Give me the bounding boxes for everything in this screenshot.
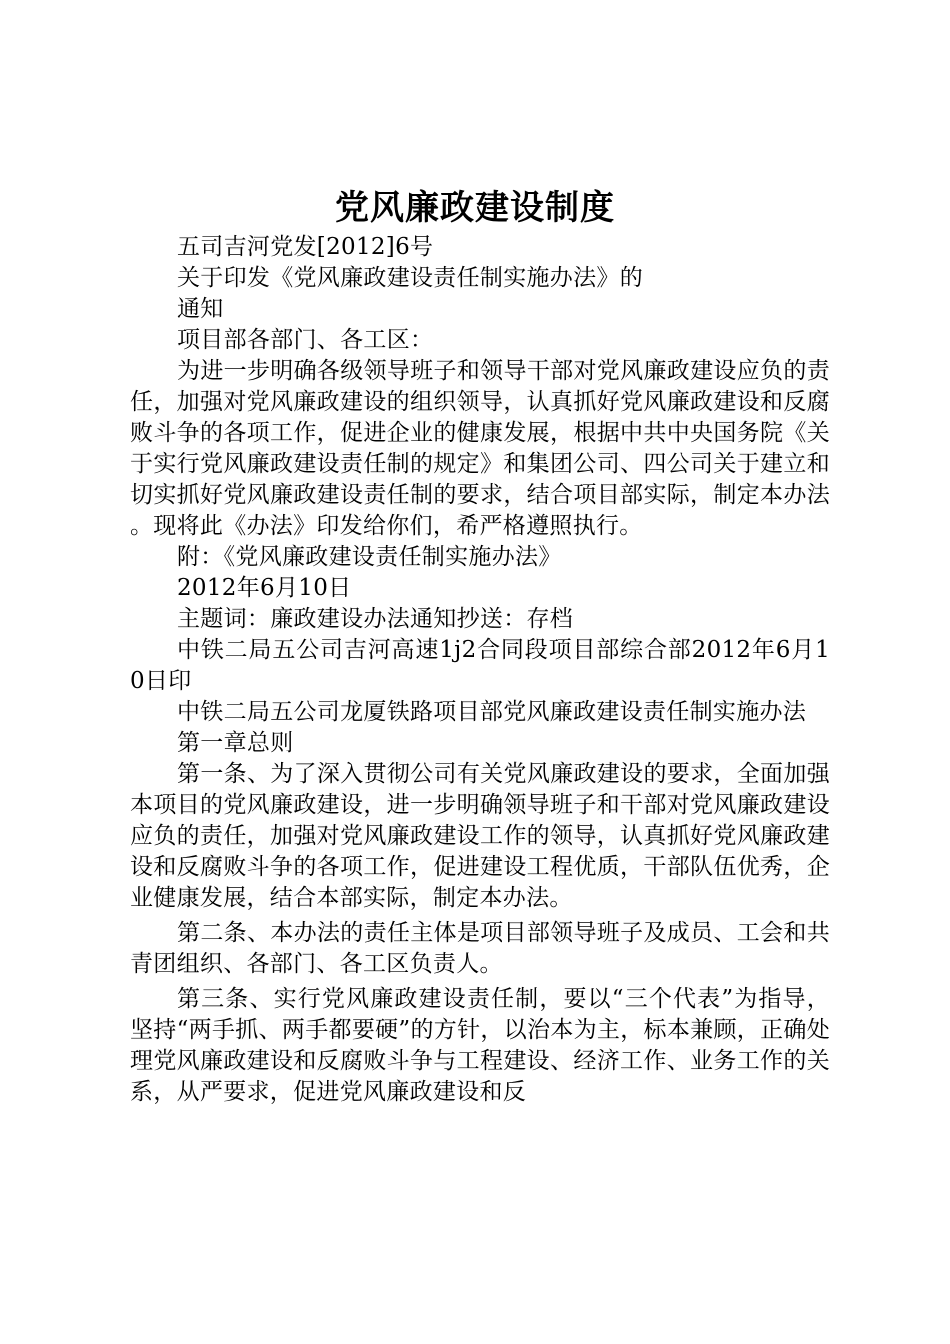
notice-heading-line-2: 通知 bbox=[177, 296, 224, 322]
notice-heading-line-1: 关于印发《党风廉政建设责任制实施办法》的 bbox=[177, 265, 643, 291]
notice-body: 为进一步明确各级领导班子和领导干部对党风廉政建设应负的责任，加强对党风廉政建设的组织领导，认真抓好党风廉政建设和反腐败斗争的各项工作，促进企业的健康发展，根据中共中央国务院《关于实行党风廉政建设责任制的规定》和集团公司、四公司关于建立和切实抓好党风廉政建设责任制的要求，结合项目部实际，制定本办法。现将此《办法》印发给你们，希严格遵照执行。 bbox=[130, 358, 830, 539]
attachment-line: 附：《党风廉政建设责任制实施办法》 bbox=[177, 544, 562, 570]
document-body bbox=[130, 232, 830, 1108]
article-1: 第一条、为了深入贯彻公司有关党风廉政建设的要求，全面加强本项目的党风廉政建设，进一步明确领导班子和干部对党风廉政建设应负的责任，加强对党风廉政建设工作的领导，认真抓好党风廉政建设和反腐败斗争的各项工作，促进建设工程优质，干部队伍优秀，企业健康发展，结合本部实际，制定本办法。 bbox=[130, 761, 830, 911]
subject-words: 主题词：廉政建设办法通知抄送：存档 bbox=[177, 606, 574, 632]
issue-date: 2012年6月10日 bbox=[177, 575, 352, 601]
document-number: 五司吉河党发[2012]6号 bbox=[177, 234, 434, 260]
article-3: 第三条、实行党风廉政建设责任制，要以“三个代表”为指导，坚持“两手抓、两手都要硬”的方针，以治本为主，标本兼顾，正确处理党风廉政建设和反腐败斗争与工程建设、经济工作、业务工作的关系，从严要求，促进党风廉政建设和反 bbox=[130, 986, 830, 1105]
chapter-heading: 第一章总则 bbox=[177, 730, 294, 756]
document-title: 党风廉政建设制度 bbox=[335, 188, 615, 228]
print-info: 中铁二局五公司吉河高速1j2合同段项目部综合部2012年6月10日印 bbox=[130, 637, 830, 694]
recipients: 项目部各部门、各工区： bbox=[177, 327, 434, 353]
article-2: 第二条、本办法的责任主体是项目部领导班子及成员、工会和共青团组织、各部门、各工区负责人。 bbox=[130, 920, 830, 977]
measures-title: 中铁二局五公司龙厦铁路项目部党风廉政建设责任制实施办法 bbox=[177, 699, 807, 725]
